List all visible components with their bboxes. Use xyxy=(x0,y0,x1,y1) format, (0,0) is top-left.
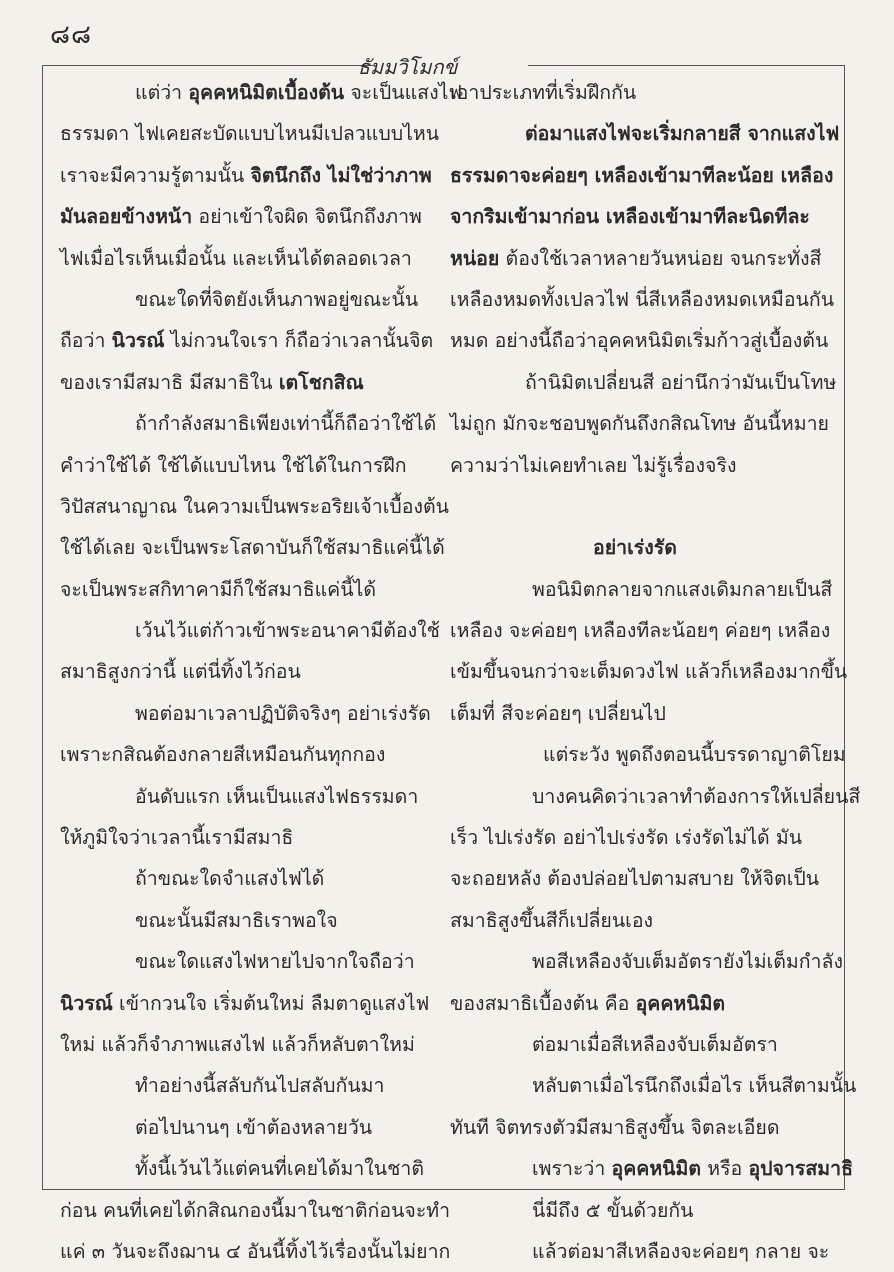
paragraph-line: จะเป็นพระสกิทาคามีก็ใช้สมาธิแค่นี้ได้ xyxy=(60,577,377,601)
paragraph-line: เราจะมีความรู้ตามนั้น จิตนึกถึง ไม่ใช่ว่าภาพ xyxy=(60,163,432,187)
paragraph-line: ของเรามีสมาธิ มีสมาธิใน เตโชกสิณ xyxy=(60,370,364,394)
paragraph-line: เพราะว่า อุคคหนิมิต หรือ อุปจารสมาธิ xyxy=(532,1157,854,1181)
paragraph-line: ถ้านิมิตเปลี่ยนสี อย่านึกว่ามันเป็นโทษ xyxy=(525,370,837,394)
paragraph-line: สมาธิสูงขึ้นสีก็เปลี่ยนเอง xyxy=(450,908,654,932)
paragraph-line: เว้นไว้แต่ก้าวเข้าพระอนาคามีต้องใช้ xyxy=(135,619,440,643)
paragraph-line: เร็ว ไปเร่งรัด อย่าไปเร่งรัด เร่งรัดไม่ได้ มัน xyxy=(450,826,803,850)
paragraph-line: ต่อไปนานๆ เข้าต้องหลายวัน xyxy=(135,1115,373,1139)
left-column xyxy=(60,72,463,1272)
paragraph-line: พอต่อมาเวลาปฏิบัติจริงๆ อย่าเร่งรัด xyxy=(135,701,431,725)
page-number: ๘๘ xyxy=(50,20,93,50)
paragraph-line: ความว่าไม่เคยทำเลย ไม่รู้เรื่องจริง xyxy=(450,453,737,477)
right-column xyxy=(450,72,861,1272)
paragraph-line: ต่อมาแสงไฟจะเริ่มกลายสี จากแสงไฟ xyxy=(525,122,840,146)
paragraph-line: ให้ภูมิใจว่าเวลานี้เรามีสมาธิ xyxy=(60,826,294,850)
frame-rule-right xyxy=(528,65,844,66)
paragraph-line: แค่ ๓ วันจะถึงฌาน ๔ อันนี้ทิ้งไว้เรื่องนั้นไม่ยาก xyxy=(60,1239,451,1263)
paragraph-line: วิปัสสนาญาณ ในความเป็นพระอริยเจ้าเบื้องต้น xyxy=(60,494,450,518)
paragraph-line: ใหม่ แล้วก็จำภาพแสงไฟ แล้วก็หลับตาใหม่ xyxy=(60,1032,415,1056)
frame-rule-left xyxy=(43,65,373,66)
paragraph-line: แล้วต่อมาสีเหลืองจะค่อยๆ กลาย จะ xyxy=(532,1239,830,1263)
paragraph-line: เหลืองหมดทั้งเปลวไฟ นี่สีเหลืองหมดเหมือนกัน xyxy=(450,287,835,311)
paragraph-line: ก่อน คนที่เคยได้กสิณกองนี้มาในชาติก่อนจะทำ xyxy=(60,1198,451,1222)
paragraph-line: ขณะใดแสงไฟหายไปจากใจถือว่า xyxy=(135,950,415,974)
paragraph-line: หลับตาเมื่อไรนึกถึงเมื่อไร เห็นสีตามนั้น xyxy=(532,1074,857,1098)
section-heading: อย่าเร่งรัด xyxy=(593,536,677,560)
paragraph-line: ไม่ถูก มักจะชอบพูดกันถึงกสิณโทษ อันนี้หมาย xyxy=(450,412,829,436)
paragraph-line: สมาธิสูงกว่านี้ แต่นี่ทิ้งไว้ก่อน xyxy=(60,660,301,684)
paragraph-line: ธรรมดา ไฟเคยสะบัดแบบไหนมีเปลวแบบไหน xyxy=(60,122,440,146)
paragraph-line: เอาประเภทที่เริ่มฝึกกัน xyxy=(450,81,637,104)
running-header: ธัมมวิโมกข์ xyxy=(357,55,458,79)
paragraph-line: หมด อย่างนี้ถือว่าอุคคหนิมิตเริ่มก้าวสู่เบื้องต้น xyxy=(450,329,829,353)
paragraph-line: ขณะนั้นมีสมาธิเราพอใจ xyxy=(135,908,338,932)
paragraph-line: ทำอย่างนี้สลับกันไปสลับกันมา xyxy=(135,1074,385,1098)
paragraph-line: นิวรณ์ เข้ากวนใจ เริ่มต้นใหม่ ลืมตาดูแสงไฟ xyxy=(60,991,430,1015)
paragraph-line: เข้มขึ้นจนกว่าจะเต็มดวงไฟ แล้วก็เหลืองมากขึ้น xyxy=(450,660,848,684)
paragraph-line: ถ้าขณะใดจำแสงไฟได้ xyxy=(135,867,325,891)
paragraph-line: ถือว่า นิวรณ์ ไม่กวนใจเรา ก็ถือว่าเวลานั้นจิต xyxy=(60,329,434,353)
paragraph-line: จะถอยหลัง ต้องปล่อยไปตามสบาย ให้จิตเป็น xyxy=(450,867,820,891)
paragraph-line: ทั้งนี้เว้นไว้แต่คนที่เคยได้มาในชาติ xyxy=(135,1157,424,1181)
paragraph-line: บางคนคิดว่าเวลาทำต้องการให้เปลี่ยนสี xyxy=(532,784,861,808)
paragraph-line: นี่มีถึง ๕ ขั้นด้วยกัน xyxy=(532,1198,694,1222)
paragraph-line: ของสมาธิเบื้องต้น คือ อุคคหนิมิต xyxy=(450,991,726,1015)
paragraph-line: ธรรมดาจะค่อยๆ เหลืองเข้ามาทีละน้อย เหลือง xyxy=(450,163,834,187)
paragraph-line: อันดับแรก เห็นเป็นแสงไฟธรรมดา xyxy=(135,784,419,808)
paragraph-line: ถ้ากำลังสมาธิเพียงเท่านี้ก็ถือว่าใช้ได้ xyxy=(135,412,437,436)
paragraph-line: จากริมเข้ามาก่อน เหลืองเข้ามาทีละนิดทีละ xyxy=(450,205,810,229)
paragraph-line: ใช้ได้เลย จะเป็นพระโสดาบันก็ใช้สมาธิแค่นี้ได้ xyxy=(60,536,445,560)
paragraph-line: เพราะกสิณต้องกลายสีเหมือนกันทุกกอง xyxy=(60,743,386,767)
paragraph-line: พอสีเหลืองจับเต็มอัตรายังไม่เต็มกำลัง xyxy=(532,950,843,974)
paragraph-line: ขณะใดที่จิตยังเห็นภาพอยู่ขณะนั้น xyxy=(135,287,419,311)
paragraph-line: แต่ว่า อุคคหนิมิตเบื้องต้น จะเป็นแสงไฟ xyxy=(135,81,463,104)
paragraph-line: พอนิมิตกลายจากแสงเดิมกลายเป็นสี xyxy=(532,577,833,601)
paragraph-line: ต่อมาเมื่อสีเหลืองจับเต็มอัตรา xyxy=(532,1032,778,1056)
paragraph-line: ทันที จิตทรงตัวมีสมาธิสูงขึ้น จิตละเอียด xyxy=(450,1115,780,1139)
paragraph-line: แต่ระวัง พูดถึงตอนนี้บรรดาญาติโยม xyxy=(543,743,846,767)
paragraph-line: มันลอยข้างหน้า อย่าเข้าใจผิด จิตนึกถึงภาพ xyxy=(60,205,422,229)
paragraph-line: เหลือง จะค่อยๆ เหลืองทีละน้อยๆ ค่อยๆ เหลือง xyxy=(450,619,831,643)
paragraph-line: เต็มที่ สีจะค่อยๆ เปลี่ยนไป xyxy=(450,701,666,725)
paragraph-line: คำว่าใช้ได้ ใช้ได้แบบไหน ใช้ได้ในการฝึก xyxy=(60,453,407,477)
paragraph-line: หน่อย ต้องใช้เวลาหลายวันหน่อย จนกระทั่งสี xyxy=(450,246,822,270)
paragraph-line: ไฟเมื่อไรเห็นเมื่อนั้น และเห็นได้ตลอดเวลา xyxy=(60,246,412,270)
blank-line xyxy=(450,486,820,527)
